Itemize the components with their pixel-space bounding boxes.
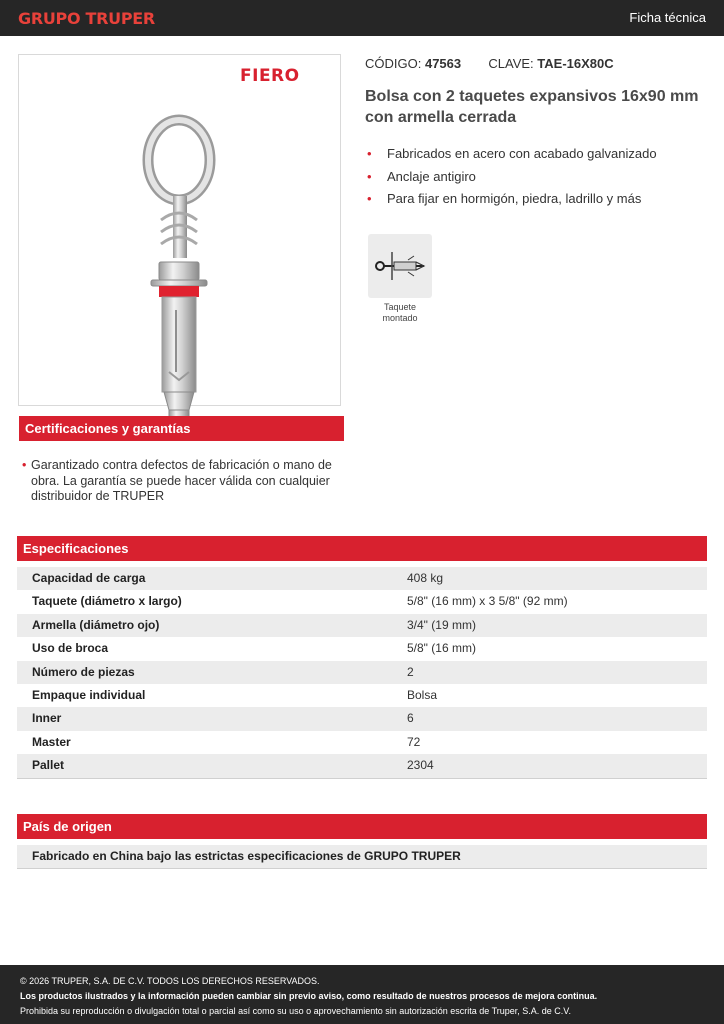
table-row bbox=[17, 614, 707, 637]
spec-value: 3/4" (19 mm) bbox=[407, 617, 476, 632]
key-value: TAE-16X80C bbox=[537, 56, 614, 71]
table-row bbox=[17, 707, 707, 730]
spec-label: Número de piezas bbox=[32, 664, 135, 679]
specifications-header: Especificaciones bbox=[17, 536, 707, 561]
spec-value: 2 bbox=[407, 664, 414, 679]
origin-text: Fabricado en China bajo las estrictas especificaciones de GRUPO TRUPER bbox=[17, 845, 707, 869]
spec-label: Uso de broca bbox=[32, 641, 109, 656]
warranty-text: • Garantizado contra defectos de fabricación o mano de obra. La garantía se puede hacer válida con cualquier distribuidor de TRUPER bbox=[22, 458, 337, 505]
table-row bbox=[17, 590, 707, 613]
fiero-logo: FIERO bbox=[240, 66, 300, 86]
table-row bbox=[17, 684, 707, 707]
table-divider bbox=[17, 778, 707, 779]
anchor-bolt-image bbox=[129, 110, 239, 440]
spec-label: Inner bbox=[32, 711, 62, 726]
feature-item: • Para fijar en hormigón, piedra, ladrillo y más bbox=[367, 191, 657, 214]
disclaimer-text: Los productos ilustrados y la información pueden cambiar sin previo aviso, como resultado de nuestros procesos de mejora continua. bbox=[20, 991, 598, 1001]
product-title: Bolsa con 2 taquetes expansivos 16x90 mm con armella cerrada bbox=[365, 88, 699, 126]
table-row bbox=[17, 637, 707, 660]
spec-value: 5/8" (16 mm) x 3 5/8" (92 mm) bbox=[407, 594, 568, 609]
specifications-table bbox=[17, 567, 707, 778]
table-row bbox=[17, 754, 707, 777]
spec-value: 72 bbox=[407, 734, 421, 749]
spec-value: Bolsa bbox=[407, 687, 438, 702]
mounted-anchor-icon bbox=[368, 234, 432, 298]
feature-item: • Fabricados en acero con acabado galvanizado bbox=[367, 146, 657, 169]
spec-value: 6 bbox=[407, 711, 414, 726]
doc-type-label: Ficha técnica bbox=[629, 10, 706, 25]
spec-label: Taquete (diámetro x largo) bbox=[32, 594, 182, 609]
spec-label: Capacidad de carga bbox=[32, 571, 146, 585]
table-row bbox=[17, 567, 707, 590]
spec-label: Master bbox=[32, 734, 71, 749]
copyright-text: © 2026 TRUPER, S.A. DE C.V. TODOS LOS DERECHOS RESERVADOS. bbox=[20, 976, 320, 986]
mounted-anchor-thumbnail[interactable] bbox=[368, 234, 432, 298]
spec-value: 2304 bbox=[407, 758, 434, 773]
key-label: CLAVE: bbox=[488, 56, 534, 71]
spec-label: Armella (diámetro ojo) bbox=[32, 617, 160, 632]
certifications-header: Certificaciones y garantías bbox=[19, 416, 344, 441]
table-row bbox=[17, 661, 707, 684]
thumbnail-label: Taquete montado bbox=[382, 302, 418, 323]
code-value: 47563 bbox=[424, 56, 462, 71]
origin-header: País de origen bbox=[17, 814, 707, 839]
feature-list bbox=[367, 146, 657, 214]
product-image-panel bbox=[18, 54, 341, 406]
feature-item: • Anclaje antigiro bbox=[367, 169, 657, 192]
top-bar bbox=[0, 0, 724, 36]
legal-text: Prohibida su reproducción o divulgación total o parcial así como su uso o aprovechamiento sin autorización escrita de Truper, S.A. de C.V. bbox=[20, 1006, 571, 1016]
table-row bbox=[17, 731, 707, 754]
spec-value: 5/8" (16 mm) bbox=[407, 641, 476, 656]
spec-label: Empaque individual bbox=[32, 687, 146, 702]
spec-value: 408 kg bbox=[407, 571, 444, 585]
brand-logo: GRUPO TRUPER bbox=[18, 9, 155, 28]
code-label: CÓDIGO: bbox=[365, 56, 422, 71]
spec-label: Pallet bbox=[32, 758, 65, 773]
footer bbox=[0, 965, 724, 1024]
product-codes bbox=[365, 56, 614, 71]
